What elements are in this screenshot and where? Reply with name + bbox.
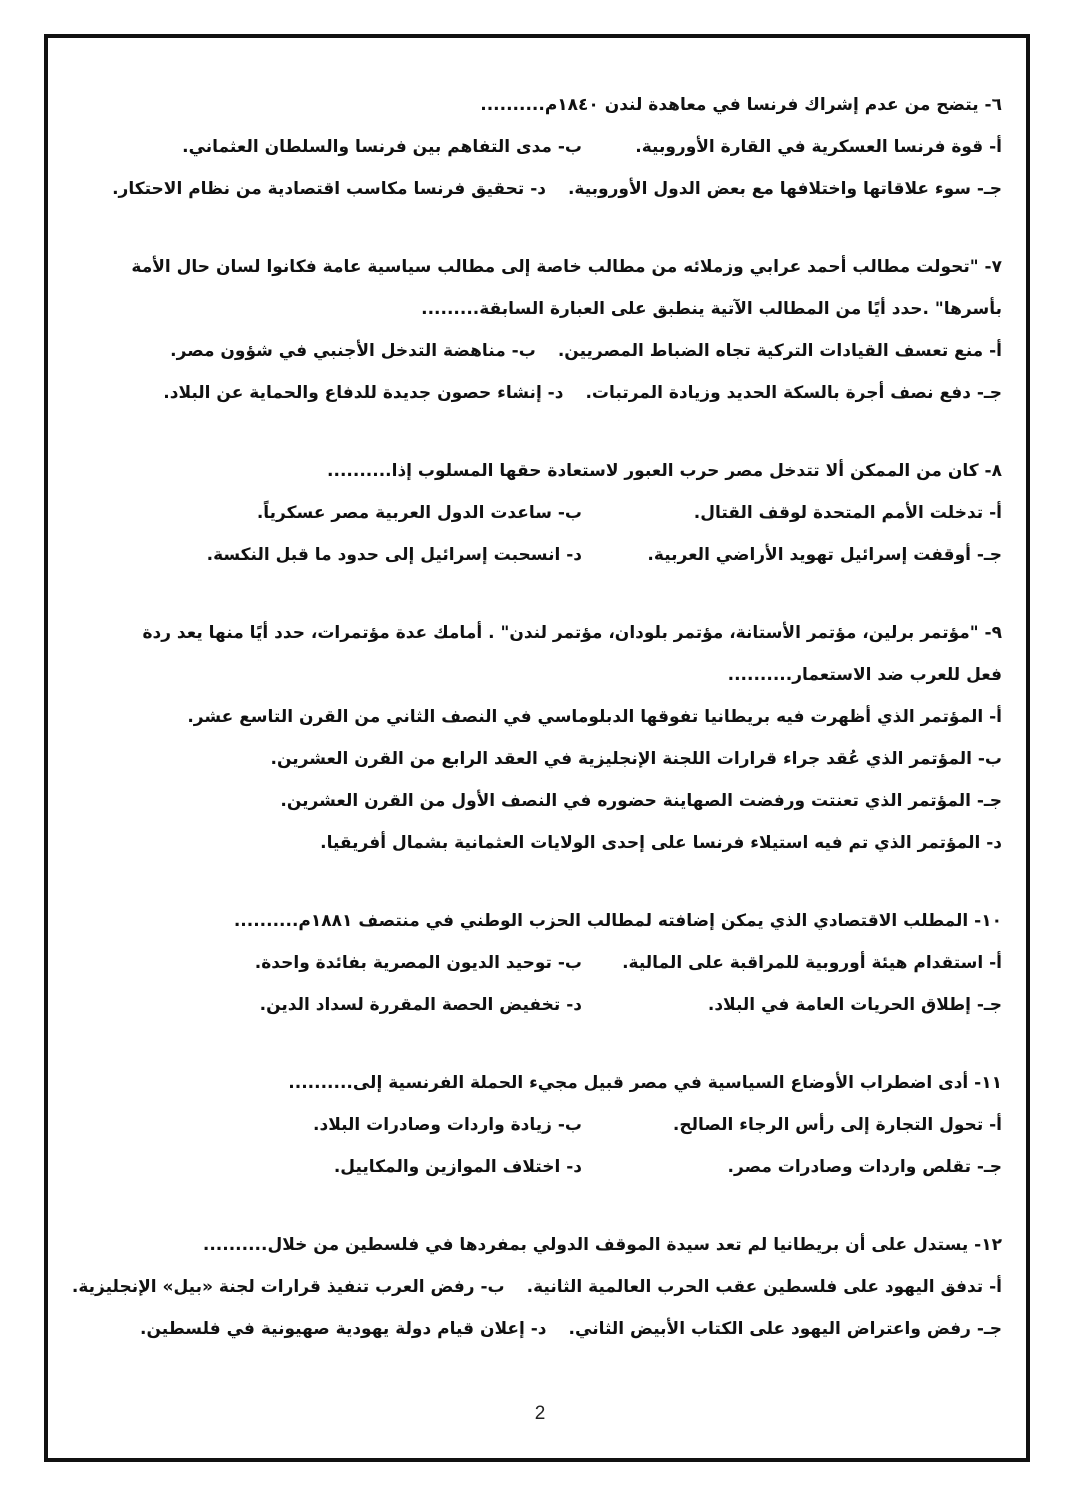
exam-page-content: [70, 84, 1002, 1386]
question-11-option-c[interactable]: جـ- تقلص واردات وصادرات مصر.: [727, 1157, 1002, 1177]
question-9-option-d[interactable]: د- المؤتمر الذي تم فيه استيلاء فرنسا على إحدى الولايات العثمانية بشمال أفريقيا.: [320, 833, 1002, 853]
question-6-option-b[interactable]: ب- مدى التفاهم بين فرنسا والسلطان العثماني.: [182, 137, 582, 157]
page-number: 2: [534, 1403, 546, 1424]
question-6-option-c[interactable]: جـ- سوء علاقاتها واختلافها مع بعض الدول الأوروبية.: [567, 179, 1002, 199]
question-7-options-row-1: [70, 330, 1002, 372]
question-8-option-d[interactable]: د- انسحبت إسرائيل إلى حدود ما قبل النكسة.: [206, 545, 582, 565]
question-12: [70, 1224, 1002, 1350]
question-11: [70, 1062, 1002, 1188]
question-11-option-a[interactable]: أ- تحول التجارة إلى رأس الرجاء الصالح.: [672, 1115, 1002, 1135]
question-6-options-row-1: [70, 126, 1002, 168]
question-8-option-b[interactable]: ب- ساعدت الدول العربية مصر عسكرياً.: [256, 503, 582, 523]
question-7-stem-line-2: بأسرها" .حدد أيًا من المطالب الآتية ينطبق على العبارة السابقة.........: [421, 299, 1002, 319]
question-9: [70, 612, 1002, 864]
question-11-option-b[interactable]: ب- زيادة واردات وصادرات البلاد.: [313, 1115, 582, 1135]
question-7-options-row-2: [70, 372, 1002, 414]
question-8-option-c[interactable]: جـ- أوقفت إسرائيل تهويد الأراضي العربية.: [647, 545, 1002, 565]
question-7: [70, 246, 1002, 414]
question-10-option-d[interactable]: د- تخفيض الحصة المقررة لسداد الدين.: [259, 995, 582, 1015]
question-12-option-a[interactable]: أ- تدفق اليهود على فلسطين عقب الحرب العالمية الثانية.: [526, 1277, 1002, 1297]
question-10-option-b[interactable]: ب- توحيد الديون المصرية بفائدة واحدة.: [254, 953, 582, 973]
question-7-stem-line-1: ٧- "تحولت مطالب أحمد عرابي وزملائه من مطالب خاصة إلى مطالب سياسية عامة فكانوا لسان حال الأمة: [131, 257, 1002, 277]
question-8-stem: ٨- كان من الممكن ألا تتدخل مصر حرب العبور لاستعادة حقها المسلوب إذا..........: [327, 461, 1002, 481]
question-10-options-row-1: [70, 942, 1002, 984]
question-10-stem: ١٠- المطلب الاقتصادي الذي يمكن إضافته لمطالب الحزب الوطني في منتصف ١٨٨١م..........: [233, 911, 1002, 931]
question-12-option-b[interactable]: ب- رفض العرب تنفيذ قرارات لجنة «بيل» الإنجليزية.: [71, 1277, 505, 1297]
question-9-stem-line-2: فعل للعرب ضد الاستعمار..........: [727, 665, 1002, 685]
question-9-option-b[interactable]: ب- المؤتمر الذي عُقد جراء قرارات اللجنة الإنجليزية في العقد الرابع من القرن العشرين.: [270, 749, 1002, 769]
question-8-option-a[interactable]: أ- تدخلت الأمم المتحدة لوقف القتال.: [693, 503, 1002, 523]
question-7-option-c[interactable]: جـ- دفع نصف أجرة بالسكة الحديد وزيادة المرتبات.: [585, 383, 1002, 403]
question-7-option-d[interactable]: د- إنشاء حصون جديدة للدفاع والحماية عن البلاد.: [163, 383, 564, 403]
question-8-options-row-1: [70, 492, 1002, 534]
question-11-stem: ١١- أدى اضطراب الأوضاع السياسية في مصر قبيل مجيء الحملة الفرنسية إلى..........: [288, 1073, 1002, 1093]
question-7-option-a[interactable]: أ- منع تعسف القيادات التركية تجاه الضباط المصريين.: [557, 341, 1002, 361]
question-6-stem: ٦- يتضح من عدم إشراك فرنسا في معاهدة لندن ١٨٤٠م..........: [480, 95, 1002, 115]
question-12-option-d[interactable]: د- إعلان قيام دولة يهودية صهيونية في فلسطين.: [140, 1319, 547, 1339]
question-10-option-a[interactable]: أ- استقدام هيئة أوروبية للمراقبة على المالية.: [622, 953, 1002, 973]
question-6-option-d[interactable]: د- تحقيق فرنسا مكاسب اقتصادية من نظام الاحتكار.: [112, 179, 546, 199]
question-6-option-a[interactable]: أ- قوة فرنسا العسكرية في القارة الأوروبية.: [635, 137, 1002, 157]
question-12-option-c[interactable]: جـ- رفض واعتراض اليهود على الكتاب الأبيض الثاني.: [568, 1319, 1002, 1339]
question-12-options-row-1: [70, 1266, 1002, 1308]
question-9-option-c[interactable]: جـ- المؤتمر الذي تعنتت ورفضت الصهاينة حضوره في النصف الأول من القرن العشرين.: [280, 791, 1002, 811]
question-12-options-row-2: [70, 1308, 1002, 1350]
question-12-stem: ١٢- يستدل على أن بريطانيا لم تعد سيدة الموقف الدولي بمفردها في فلسطين من خلال..........: [202, 1235, 1002, 1255]
question-8-options-row-2: [70, 534, 1002, 576]
question-11-options-row-1: [70, 1104, 1002, 1146]
question-11-option-d[interactable]: د- اختلاف الموازين والمكاييل.: [333, 1157, 582, 1177]
question-11-options-row-2: [70, 1146, 1002, 1188]
question-8: [70, 450, 1002, 576]
question-6: [70, 84, 1002, 210]
question-7-option-b[interactable]: ب- مناهضة التدخل الأجنبي في شؤون مصر.: [170, 341, 536, 361]
question-6-options-row-2: [70, 168, 1002, 210]
question-10-option-c[interactable]: جـ- إطلاق الحريات العامة في البلاد.: [707, 995, 1002, 1015]
question-9-stem-line-1: ٩- "مؤتمر برلين، مؤتمر الأستانة، مؤتمر بلودان، مؤتمر لندن" . أمامك عدة مؤتمرات، حدد أيًا منها يعد ردة: [142, 623, 1002, 643]
question-10-options-row-2: [70, 984, 1002, 1026]
question-10: [70, 900, 1002, 1026]
question-9-option-a[interactable]: أ- المؤتمر الذي أظهرت فيه بريطانيا تفوقها الدبلوماسي في النصف الثاني من القرن التاسع عشر.: [187, 707, 1002, 727]
